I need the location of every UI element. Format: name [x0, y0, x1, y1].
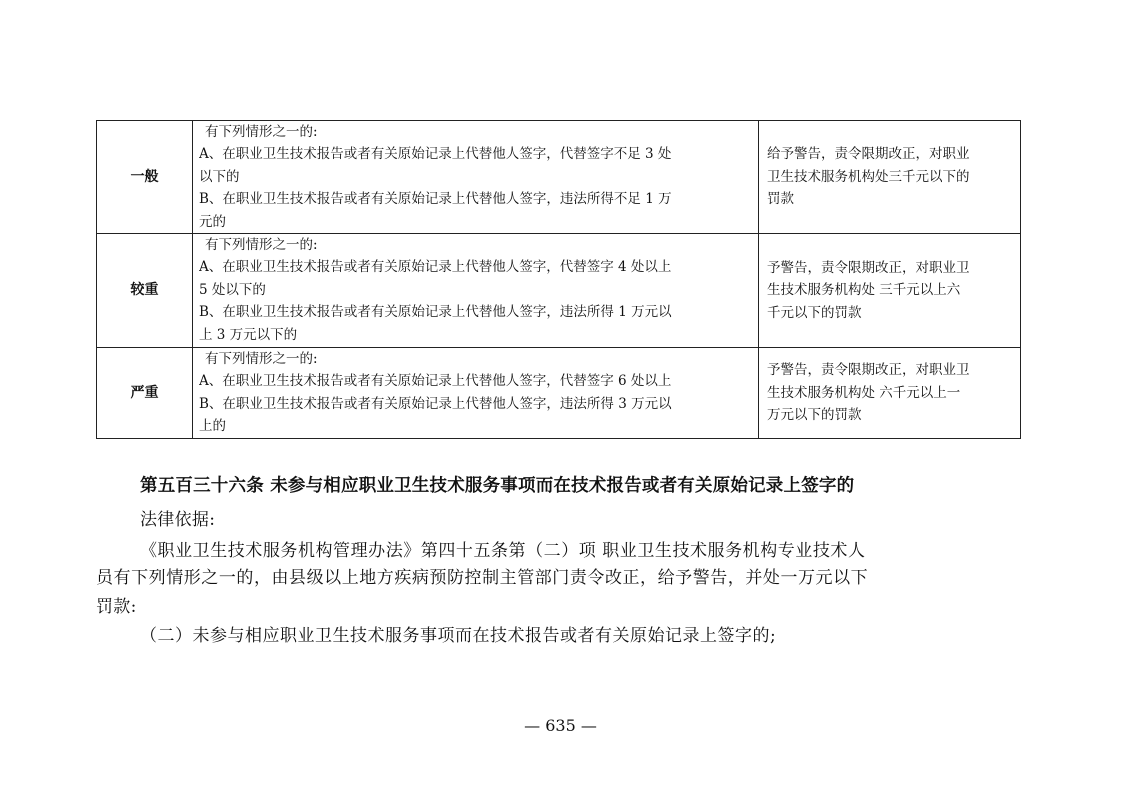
legal-basis-text: 罚款: — [96, 597, 137, 617]
penalty-line: 万元以下的罚款 — [767, 407, 862, 424]
table-row — [97, 121, 1021, 234]
condition-line: B、在职业卫生技术报告或者有关原始记录上代替他人签字，违法所得 1 万元以 — [199, 304, 672, 321]
penalty-standards-table — [96, 120, 1021, 439]
condition-line: B、在职业卫生技术报告或者有关原始记录上代替他人签字，违法所得 3 万元以 — [199, 395, 672, 412]
condition-line: A、在职业卫生技术报告或者有关原始记录上代替他人签字，代替签字 4 处以上 — [199, 259, 672, 276]
severity-level: 严重 — [97, 348, 193, 439]
condition-line: 上的 — [199, 418, 226, 435]
severity-level: 较重 — [97, 234, 193, 348]
condition-line: A、在职业卫生技术报告或者有关原始记录上代替他人签字，代替签字不足 3 处 — [199, 146, 672, 163]
condition-line: 元的 — [199, 213, 226, 230]
page-number: — 635 — — [524, 716, 597, 735]
condition-line: 有下列情形之一的: — [205, 124, 318, 140]
condition-line: 5 处以下的 — [199, 281, 266, 298]
penalty-line: 罚款 — [767, 191, 794, 208]
severity-level: 一般 — [97, 121, 193, 234]
penalty-line: 予警告，责令限期改正，对职业卫 — [767, 259, 970, 276]
penalty-line: 卫生技术服务机构处三千元以下的 — [767, 168, 970, 185]
penalty-line: 生技术服务机构处 三千元以上六 — [767, 282, 961, 299]
penalty-line: 生技术服务机构处 六千元以上一 — [767, 384, 961, 401]
penalty-line: 予警告，责令限期改正，对职业卫 — [767, 362, 970, 379]
table-row — [97, 348, 1021, 439]
condition-line: 有下列情形之一的: — [205, 237, 318, 254]
violation-conditions — [193, 121, 759, 234]
legal-basis-text: 《职业卫生技术服务机构管理办法》第四十五条第（二）项 职业卫生技术服务机构专业技术人 — [140, 541, 866, 561]
condition-line: B、在职业卫生技术报告或者有关原始记录上代替他人签字，违法所得不足 1 万 — [199, 191, 672, 208]
condition-line: A、在职业卫生技术报告或者有关原始记录上代替他人签字，代替签字 6 处以上 — [199, 373, 672, 390]
article-heading: 第五百三十六条 未参与相应职业卫生技术服务事项而在技术报告或者有关原始记录上签字的 — [140, 476, 855, 496]
penalty-measure — [759, 234, 1021, 348]
legal-basis-text: 员有下列情形之一的，由县级以上地方疾病预防控制主管部门责令改正，给予警告，并处一万元以下 — [96, 568, 869, 588]
penalty-line: 给予警告，责令限期改正，对职业 — [767, 146, 970, 163]
condition-line: 上 3 万元以下的 — [199, 326, 298, 343]
legal-basis-label: 法律依据: — [140, 510, 216, 530]
condition-line: 有下列情形之一的: — [205, 351, 318, 368]
violation-conditions — [193, 234, 759, 348]
penalty-measure — [759, 348, 1021, 439]
legal-basis-item: （二）未参与相应职业卫生技术服务事项而在技术报告或者有关原始记录上签字的; — [140, 626, 777, 646]
table-row — [97, 234, 1021, 348]
violation-conditions — [193, 348, 759, 439]
condition-line: 以下的 — [199, 168, 240, 185]
penalty-measure — [759, 121, 1021, 234]
penalty-line: 千元以下的罚款 — [767, 304, 862, 321]
